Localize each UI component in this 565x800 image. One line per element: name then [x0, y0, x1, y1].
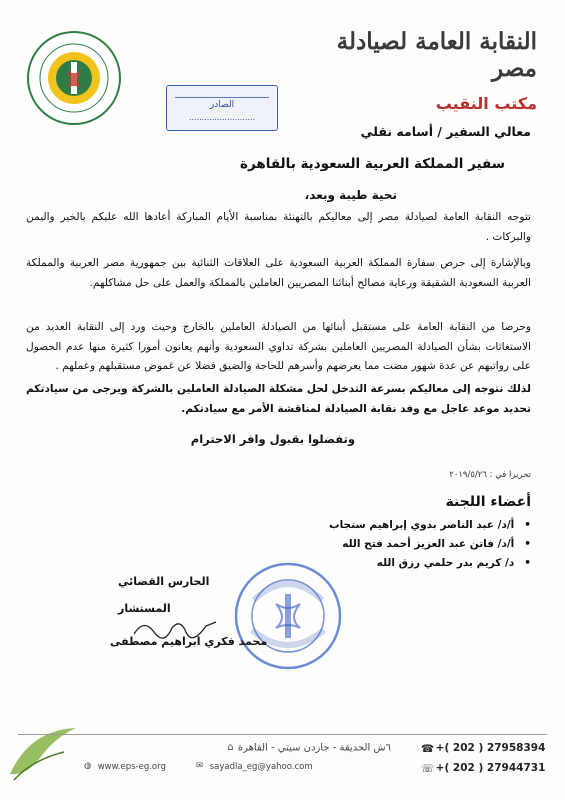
committee-title: أعضاء اللجنة	[445, 494, 531, 510]
paragraph-3: وحرصا من النقابة العامة على مستقبل أبنائها من الصيادلة العاملين بالخارج وحيث ورد إلى النقابة العديد من الاستغاثات بشأن الصيادلة المصريين العاملين بشركة تداوي السعودية وأنهم يعانون أمورا كثيرة منها عدم الحصول على رواتبهم عن عدة شهور مضت مما يعرضهم وأسرهم للحاجة والضيق فضلا عن غموض مستقبلهم وعملهم .	[26, 321, 531, 372]
website-text: www.eps-eg.org	[97, 762, 166, 772]
stamp-number-line: ..........................	[188, 113, 256, 122]
committee-member: • أ/د/ عبد الناصر بدوي إبراهيم سنجاب	[329, 516, 531, 535]
footer-phone-1	[421, 742, 545, 754]
syndicate-title: النقابة العامة لصيادلة مصر	[336, 28, 537, 82]
footer-website	[84, 761, 166, 772]
syndicate-logo	[26, 30, 122, 126]
phone-icon: ☎	[421, 742, 435, 755]
footer-divider	[18, 734, 547, 735]
email-text: sayadla_eg@yahoo.com	[209, 762, 313, 772]
committee-member: • د/ كريم بدر حلمي رزق الله	[329, 554, 531, 573]
outgoing-stamp	[166, 85, 278, 131]
building-icon: ⌂	[227, 742, 235, 753]
addressee-title: سفير المملكة العربية السعودية بالقاهرة	[240, 156, 505, 172]
paragraph-1: تتوجه النقابة العامة لصيادلة مصر إلى معاليكم بالتهنئة بمناسبة الأيام المباركة أعادها الله عليكم بالخير واليمن والبركات .	[26, 211, 531, 243]
committee-member: • أ/د/ فاتن عبد العزيز أحمد فتح الله	[329, 535, 531, 554]
addressee-name: معالي السفير / أسامه نقلي	[360, 124, 531, 139]
letter-footer	[18, 718, 547, 784]
closing-line: وتفضلوا بقبول وافر الاحترام	[190, 432, 355, 446]
footer-address	[224, 742, 391, 754]
address-text: ٦ش الحديقة - جاردن سيتي - القاهرة	[237, 742, 391, 754]
globe-icon: ◍	[84, 761, 92, 771]
footer-phone-2	[421, 762, 545, 774]
signatory-role: الحارس القضائي	[118, 575, 210, 588]
fax-icon: ☏	[421, 762, 435, 775]
stamp-label: الصادر	[209, 100, 235, 110]
footer-email	[196, 761, 313, 772]
signatory-name: محمد فكري ابراهيم مصطفى	[110, 635, 268, 648]
greeting: تحية طيبة وبعد،	[304, 188, 397, 202]
date-line: تحريرا في : ٢٠١٩/٥/٢٦	[449, 470, 531, 480]
paragraph-2: وبالإشارة إلى حرص سفارة المملكة العربية السعودية على العلاقات الثنائية بين جمهورية مصر العربية والمملكة العربية السعودية الشقيقة ورعاية مصالح أبنائنا المصريين العاملين بالمملكة والعمل على حل مشاكلهم.	[26, 257, 531, 289]
committee-list	[329, 516, 531, 573]
signatory-title: المستشار	[118, 602, 171, 615]
official-round-stamp	[232, 560, 344, 672]
letterhead	[307, 28, 537, 113]
phone-number-2: +( 202 ) 27944731	[435, 762, 546, 774]
leaf-decoration-icon	[8, 724, 78, 782]
phone-number-1: +( 202 ) 27958394	[435, 742, 546, 754]
mail-icon: ✉	[196, 761, 204, 771]
stamp-header-line	[175, 90, 269, 98]
office-label: مكتب النقيب	[435, 94, 537, 113]
paragraph-4: لذلك نتوجه إلى معاليكم بسرعة التدخل لحل مشكلة الصيادلة العاملين بالشركة ويرجى من سيادتكم تحديد موعد عاجل مع وفد نقابة الصيادلة لمناقشة الأمر مع سيادتكم.	[26, 383, 531, 415]
